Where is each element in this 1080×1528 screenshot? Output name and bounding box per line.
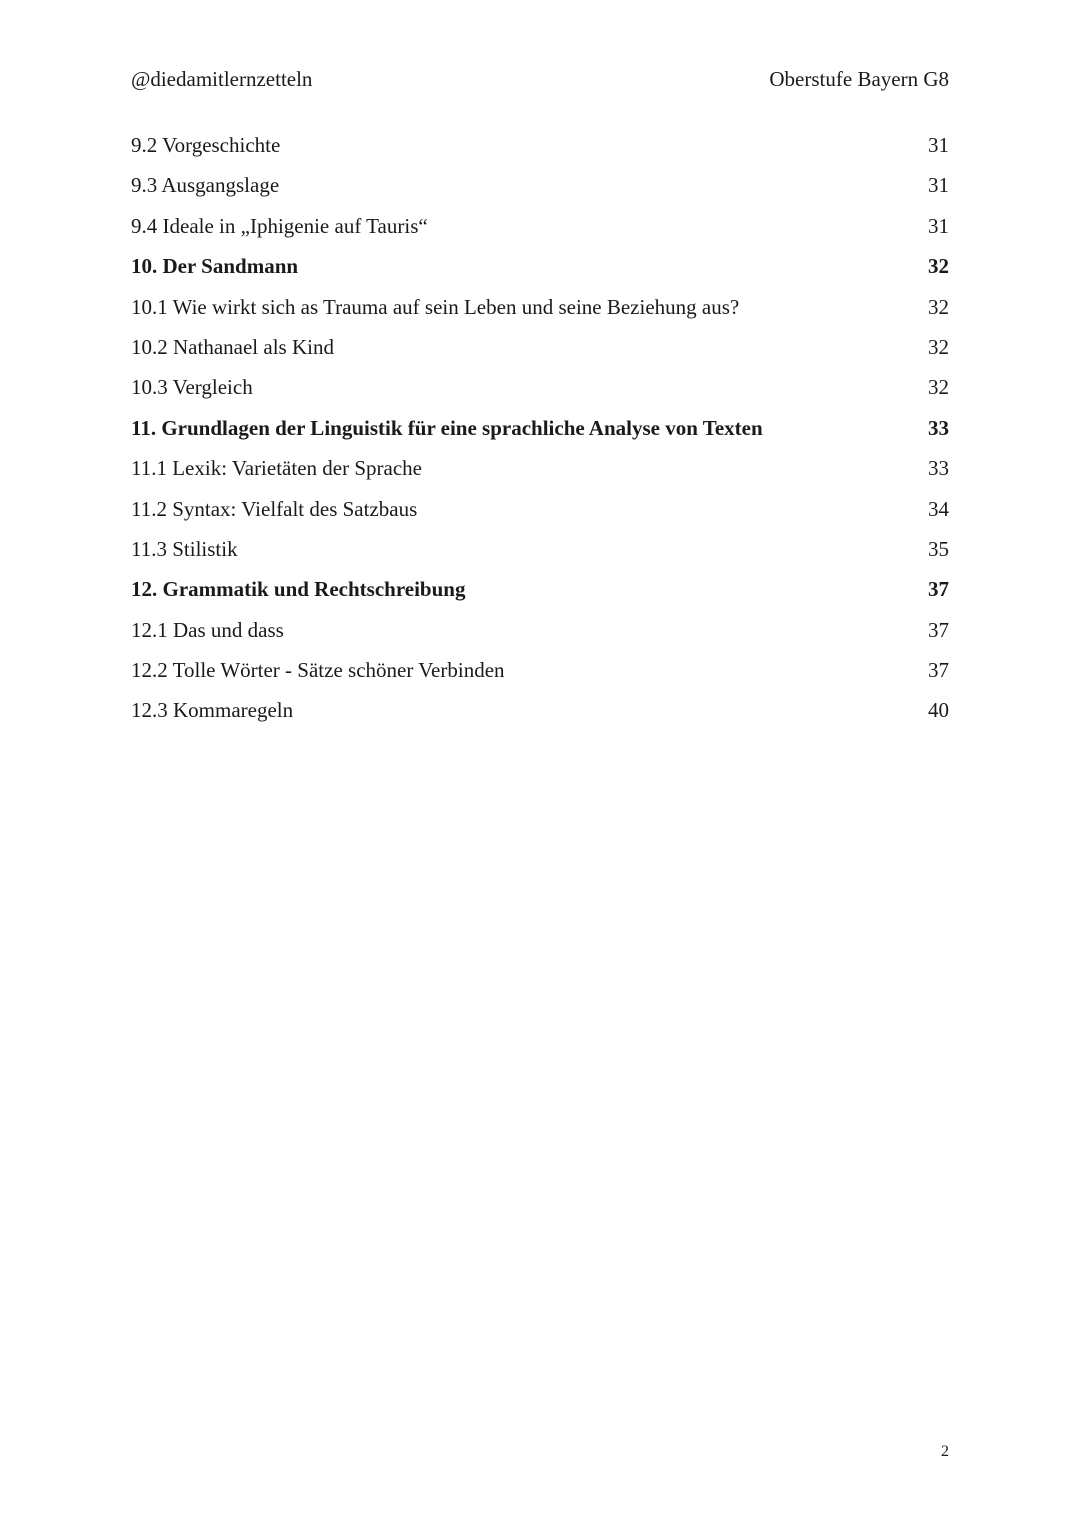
toc-entry-title: 9.2 Vorgeschichte bbox=[131, 133, 281, 157]
toc-entry-title: 9.4 Ideale in „Iphigenie auf Tauris“ bbox=[131, 213, 428, 238]
toc-chapter-entry[interactable] bbox=[131, 574, 949, 614]
toc-entry-page: 34 bbox=[928, 496, 949, 521]
toc-entry-title: 10.1 Wie wirkt sich as Trauma auf sein Leben und seine Beziehung aus? bbox=[131, 294, 740, 319]
toc-entry-page: 37 bbox=[928, 658, 949, 683]
toc-entry-title: 9.3 Ausgangslage bbox=[131, 173, 280, 198]
toc-chapter-entry[interactable] bbox=[131, 251, 949, 291]
page-header bbox=[131, 64, 949, 94]
toc-entry-page: 32 bbox=[928, 334, 949, 359]
toc-entry-page: 32 bbox=[928, 294, 949, 319]
toc-entry[interactable] bbox=[131, 130, 949, 170]
toc-entry-page: 32 bbox=[928, 375, 949, 400]
toc-entry-title: 12.1 Das und dass bbox=[131, 617, 284, 642]
toc-entry-page: 33 bbox=[928, 415, 949, 440]
toc-entry-title: 12.3 Kommaregeln bbox=[131, 698, 294, 723]
toc-entry-title: 10.2 Nathanael als Kind bbox=[131, 334, 334, 359]
toc-entry[interactable] bbox=[131, 534, 949, 574]
toc-entry-page: 35 bbox=[928, 536, 949, 561]
toc-entry[interactable] bbox=[131, 372, 949, 412]
toc-entry-title: 11. Grundlagen der Linguistik für eine sprachliche Analyse von Texten bbox=[131, 415, 763, 440]
toc-entry[interactable] bbox=[131, 292, 949, 332]
toc-entry-page: 31 bbox=[928, 133, 949, 157]
toc-entry-title: 12. Grammatik und Rechtschreibung bbox=[131, 577, 466, 602]
toc-entry[interactable] bbox=[131, 211, 949, 251]
toc-entry-title: 11.2 Syntax: Vielfalt des Satzbaus bbox=[131, 496, 418, 521]
toc-entry-title: 12.2 Tolle Wörter - Sätze schöner Verbinden bbox=[131, 658, 505, 683]
toc-entry[interactable] bbox=[131, 453, 949, 493]
toc-entry-title: 10.3 Vergleich bbox=[131, 375, 253, 400]
toc-entry[interactable] bbox=[131, 332, 949, 372]
toc-entry-title: 10. Der Sandmann bbox=[131, 254, 299, 279]
toc-entry-page: 33 bbox=[928, 456, 949, 481]
header-author: @diedamitlernzetteln bbox=[131, 67, 313, 91]
page-number: 2 bbox=[941, 1443, 949, 1460]
toc-entry-title: 11.3 Stilistik bbox=[131, 536, 238, 561]
toc-entry-title: 11.1 Lexik: Varietäten der Sprache bbox=[131, 456, 422, 481]
header-subject: Oberstufe Bayern G8 bbox=[769, 67, 949, 91]
toc-entry[interactable] bbox=[131, 494, 949, 534]
toc-chapter-entry[interactable] bbox=[131, 413, 949, 453]
toc-entry[interactable] bbox=[131, 170, 949, 210]
toc-entry-page: 37 bbox=[928, 577, 949, 602]
toc-entry-page: 31 bbox=[928, 173, 949, 198]
toc-entry[interactable] bbox=[131, 695, 949, 735]
toc-entry-page: 37 bbox=[928, 617, 949, 642]
toc-entry-page: 32 bbox=[928, 254, 949, 279]
toc-entry[interactable] bbox=[131, 615, 949, 655]
toc-entry-page: 31 bbox=[928, 213, 949, 238]
toc-entry[interactable] bbox=[131, 655, 949, 695]
toc-entry-page: 40 bbox=[928, 698, 949, 723]
table-of-contents bbox=[131, 130, 949, 736]
